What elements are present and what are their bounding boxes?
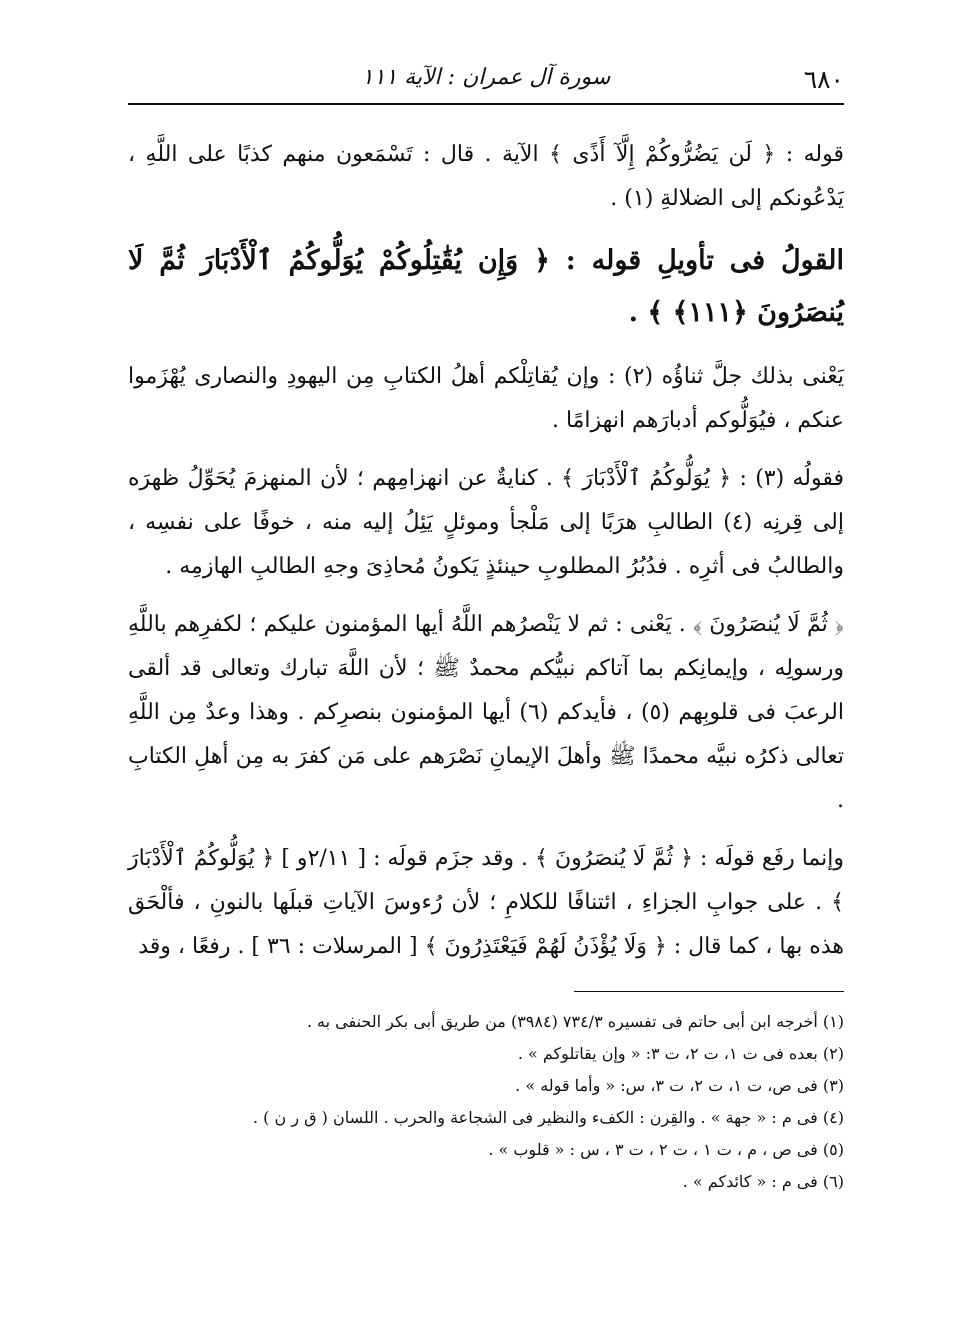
running-title: سورة آل عمران : الآية ١١١ bbox=[361, 65, 611, 90]
book-page bbox=[128, 55, 844, 1198]
footnote-4: (٤) فى م : « جهة » . والقِرن : الكفء والنظير فى الشجاعة والحرب . اللسان ( ق ر ن ) . bbox=[252, 1108, 844, 1127]
footnote-1: (١) أخرجه ابن أبى حاتم فى تفسيره ٧٣٤/٣ (٣٩٨٤) من طريق أبى بكر الحنفى به . bbox=[306, 1012, 844, 1031]
paragraph-intro: قوله : ﴿ لَن يَضُرُّوكُمْ إِلَّآ أَذًى ﴾ الآية . قال : تَسْمَعون منهم كذبًا على اللَّهِ ، يَدْعُونكم إلى الضلالةِ (١) . bbox=[128, 142, 844, 211]
paragraph-meaning: يَعْنى بذلك جلَّ ثناؤُه (٢) : وإن يُقاتِلْكم أهلُ الكتابِ مِن اليهودِ والنصارى يُهْزَموا عنكم ، فيُوَلُّوكم أدبارَهم انهزامًا . bbox=[128, 364, 844, 433]
footnote-5: (٥) فى ص ، م ، ت ١ ، ت ٢ ، ت ٣ ، س : « قلوب » . bbox=[488, 1140, 844, 1159]
paragraph-grammar: وإنما رفَع قولَه : ﴿ ثُمَّ لَا يُنصَرُونَ ﴾ . وقد جزَم قولَه : [ ٢/١١و ] ﴿ يُوَلُّوكُمُ ٱلْأَدْبَارَ ﴾ . على جوابِ الجزاءِ ، ائتنافًا للكلامِ ؛ لأن رُءوسَ الآياتِ قبلَها بالنونِ ، فألْحَق هذه بها ، كما قال : ﴿ وَلَا يُؤْذَنُ لَهُمْ فَيَعْتَذِرُونَ ﴾ [ المرسلات : ٣٦ ] . رفعًا ، وقد bbox=[128, 846, 844, 959]
section-heading: القولُ فى تأويلِ قوله : ﴿ وَإِن يُقَٰتِلُوكُمْ يُوَلُّوكُمُ ٱلْأَدْبَارَ ثُمَّ لَا يُنصَرُونَ ﴿١١١﴾ ﴾ . bbox=[128, 245, 844, 328]
footnotes-list bbox=[128, 1006, 844, 1198]
running-head bbox=[128, 55, 844, 105]
footnote-2: (٢) بعده فى ت ١، ت ٢، ت ٣: « وإن يقاتلوكم » . bbox=[517, 1044, 844, 1063]
footnote-divider bbox=[574, 991, 844, 992]
footnote-3: (٣) فى ص، ت ١، ت ٢، ت ٣، س: « وأما قوله » . bbox=[515, 1076, 844, 1095]
paragraph-explanation: فقولُه (٣) : ﴿ يُوَلُّوكُمُ ٱلْأَدْبَارَ ﴾ . كنايةٌ عن انهزامِهم ؛ لأن المنهزمَ يُحَوِّلُ ظهرَه إلى قِرنِه (٤) الطالبِ هرَبًا إلى مَلْجأ وموئلٍ يَئِلُ إليه منه ، خوفًا على نفسِه ، والطالبُ فى أثرِه . فدُبُرُ المطلوبِ حينئذٍ يَكونُ مُحاذِىَ وجهِ الطالبِ الهازمِه . bbox=[128, 466, 844, 579]
footnote-6: (٦) فى م : « كائدكم » . bbox=[682, 1172, 844, 1191]
page-number: ٦٨٠ bbox=[803, 65, 844, 94]
body-text bbox=[128, 133, 844, 969]
paragraph-no-victory: ﴿ ثُمَّ لَا يُنصَرُونَ ﴾ . يَعْنى : ثم لا يَنْصرُهم اللَّهُ أيها المؤمنون عليكم ؛ لكفرِهم باللَّهِ ورسولِه ، وإيمانِكم بما آتاكم نبيُّكم محمدٌ ﷺ ؛ لأن اللَّهَ تبارك وتعالى قد ألقى الرعبَ فى قلوبِهم (٥) ، فأيدكم (٦) أيها المؤمنون بنصرِكم . وهذا وعدٌ مِن اللَّهِ تعالى ذكرُه نبيَّه محمدًا ﷺ وأهلَ الإيمانِ نَصْرَهم على مَن كفرَ به مِن أهلِ الكتابِ . bbox=[128, 612, 844, 813]
